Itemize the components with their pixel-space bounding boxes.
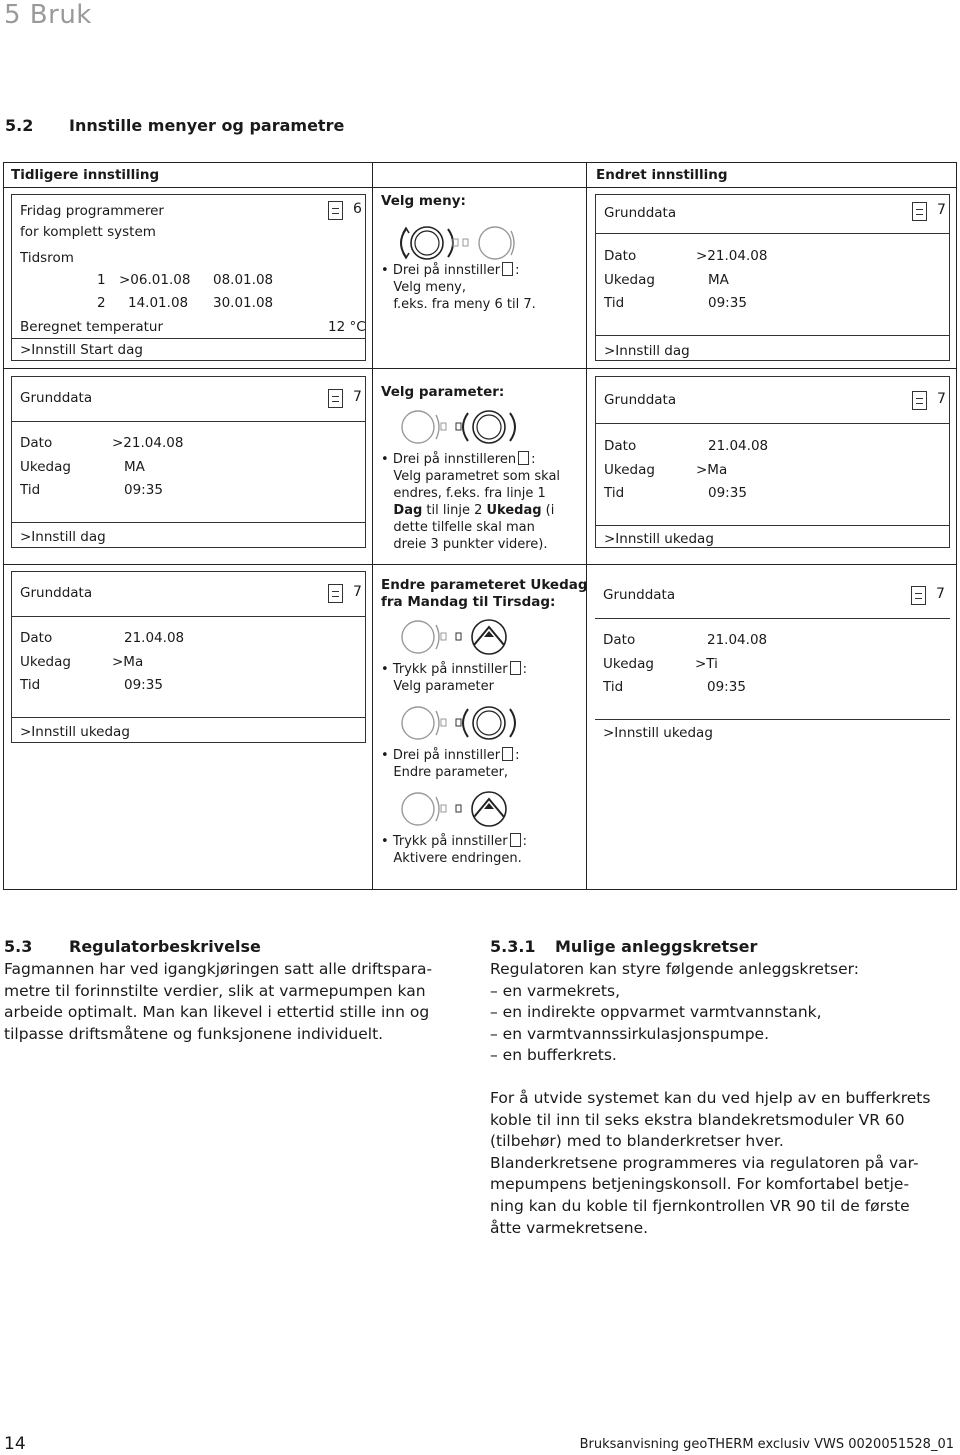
step-line-3: endres, f.eks. fra linje 1 bbox=[393, 486, 546, 501]
body-line: For å utvide systemet kan du ved hjelp av en bufferkrets bbox=[490, 1089, 931, 1107]
weekday-label: Ukedag bbox=[604, 272, 655, 288]
menu-number: 7 bbox=[353, 584, 362, 600]
display-footer: >Innstill ukedag bbox=[603, 725, 713, 741]
body-line: arbeide optimalt. Man kan likevel i ettertid stille inn og bbox=[4, 1003, 430, 1022]
menu-icon bbox=[911, 586, 926, 605]
time-label: Tid bbox=[20, 677, 41, 693]
weekday-value: >Ma bbox=[696, 462, 728, 478]
time-value: 09:35 bbox=[708, 295, 747, 311]
menu-number: 7 bbox=[353, 389, 362, 405]
bullet-rotate-text: Drei på innstiller bbox=[392, 748, 501, 763]
bullet-rotate-text: Drei på innstilleren bbox=[392, 452, 517, 467]
time-label: Tid bbox=[604, 485, 625, 501]
header-changed-setting: Endret innstilling bbox=[596, 167, 728, 183]
menu-icon bbox=[912, 202, 927, 221]
step-line-2: Velg parametret som skal bbox=[393, 469, 561, 484]
header-previous-setting: Tidligere innstilling bbox=[11, 167, 160, 183]
display-title-line2: for komplett system bbox=[20, 224, 156, 240]
menu-number: 7 bbox=[937, 391, 946, 407]
dial-rotate-menu-icon bbox=[396, 221, 516, 265]
bullet-colon: : bbox=[515, 748, 520, 763]
time-value: 09:35 bbox=[124, 482, 163, 498]
step-line-4-end: (i bbox=[541, 503, 555, 518]
display-footer: >Innstill dag bbox=[20, 529, 106, 545]
display-footer: >Innstill ukedag bbox=[20, 724, 130, 740]
date-label: Dato bbox=[604, 438, 637, 454]
step-press-select-text: • Trykk på innstiller : Velg parameter bbox=[381, 662, 527, 694]
weekday-value: >Ti bbox=[695, 656, 718, 672]
dial-rotate-parameter-icon bbox=[396, 405, 520, 449]
menu-number: 6 bbox=[353, 201, 362, 217]
period-2-from: 14.01.08 bbox=[128, 295, 189, 311]
parameter-dial-icon bbox=[518, 451, 529, 465]
display-title-line1: Fridag programmerer bbox=[20, 203, 164, 219]
time-label: Tid bbox=[20, 482, 41, 498]
section-number: 5.2 bbox=[5, 116, 34, 135]
weekday-label: Ukedag bbox=[20, 654, 71, 670]
time-value: 09:35 bbox=[707, 679, 746, 695]
display-holiday-programmer bbox=[11, 194, 366, 361]
weekday-value: MA bbox=[124, 459, 145, 475]
list-item: – en varmtvannssirkulasjonspumpe. bbox=[490, 1024, 770, 1043]
date-label: Dato bbox=[20, 630, 53, 646]
bullet-colon: : bbox=[515, 263, 520, 278]
section-5-3-number: 5.3 bbox=[4, 937, 33, 956]
dial-press-icon-1 bbox=[396, 615, 520, 659]
bullet-colon: : bbox=[531, 452, 536, 467]
bullet-press-text: Trykk på innstiller bbox=[392, 834, 508, 849]
date-value: 21.04.08 bbox=[707, 632, 768, 648]
menu-dial-icon bbox=[502, 262, 513, 276]
list-item: – en varmekrets, bbox=[490, 981, 620, 1000]
display-title: Grunddata bbox=[604, 392, 677, 408]
intro-line: Regulatoren kan styre følgende anleggskretser: bbox=[490, 960, 859, 978]
step-select-menu-title: Velg meny: bbox=[381, 193, 466, 209]
display-title: Grunddata bbox=[20, 390, 93, 406]
period-1-to: 08.01.08 bbox=[213, 272, 274, 288]
temperature-label: Beregnet temperatur bbox=[20, 319, 163, 335]
display-title: Grunddata bbox=[603, 587, 676, 603]
body-line: ning kan du koble til fjernkontrollen VR 90 til de første bbox=[490, 1196, 910, 1215]
body-line: metre til forinnstilte verdier, slik at varmepumpen kan bbox=[4, 981, 426, 1000]
section-5-3-1-number: 5.3.1 bbox=[490, 937, 536, 956]
step-change-parameter-title bbox=[381, 577, 588, 611]
dial-rotate-change-icon bbox=[396, 701, 520, 745]
weekday-label: Ukedag bbox=[20, 459, 71, 475]
period-index-2: 2 bbox=[97, 295, 106, 311]
step-line-2: Velg meny, bbox=[393, 280, 467, 295]
bullet-press-text: Trykk på innstiller bbox=[392, 662, 508, 677]
step-select-menu-text: • Drei på innstiller : Velg meny, f.eks. fra meny 6 til 7. bbox=[381, 263, 536, 312]
menu-number: 7 bbox=[936, 586, 945, 602]
body-line: mepumpens betjeningskonsoll. For komfortabel betje- bbox=[490, 1175, 910, 1194]
step-line-4-mid: til linje 2 bbox=[422, 503, 487, 518]
section-title: Innstille menyer og parametre bbox=[69, 116, 345, 135]
step-press-activate-text: • Trykk på innstiller : Aktivere endringen. bbox=[381, 834, 527, 866]
page-number: 14 bbox=[4, 1434, 26, 1454]
section-5-3-body bbox=[4, 959, 474, 1045]
section-5-3-title: Regulatorbeskrivelse bbox=[69, 937, 261, 956]
time-value: 09:35 bbox=[124, 677, 163, 693]
display-footer: >Innstill dag bbox=[604, 343, 690, 359]
bullet-colon: : bbox=[522, 834, 527, 849]
menu-icon bbox=[912, 391, 927, 410]
display-footer: >Innstill Start dag bbox=[20, 342, 143, 358]
menu-icon bbox=[328, 201, 343, 220]
step-select-parameter-title: Velg parameter: bbox=[381, 384, 505, 400]
list-item: – en bufferkrets. bbox=[490, 1046, 617, 1065]
weekday-label: Ukedag bbox=[603, 656, 654, 672]
parameter-dial-icon bbox=[502, 747, 513, 761]
menu-icon bbox=[328, 584, 343, 603]
time-label: Tid bbox=[603, 679, 624, 695]
menu-icon bbox=[328, 389, 343, 408]
display-basic-data-changed-1 bbox=[595, 194, 950, 361]
time-value: 09:35 bbox=[708, 485, 747, 501]
instruction-table bbox=[3, 162, 957, 890]
date-label: Dato bbox=[604, 248, 637, 264]
list-item: – en indirekte oppvarmet varmtvannstank, bbox=[490, 1003, 822, 1022]
title-line-2: fra Mandag til Tirsdag: bbox=[381, 594, 556, 610]
parameter-dial-icon bbox=[510, 833, 521, 847]
temperature-value: 12 °C bbox=[328, 319, 366, 335]
step-bold-weekday: Ukedag bbox=[486, 503, 542, 518]
body-line: Blanderkretsene programmeres via regulatoren på var- bbox=[490, 1153, 919, 1172]
step-line-2: Endre parameter, bbox=[393, 765, 509, 780]
title-line-1: Endre parameteret Ukedag bbox=[381, 577, 588, 593]
period-label: Tidsrom bbox=[20, 250, 74, 266]
date-label: Dato bbox=[20, 435, 53, 451]
section-5-3-1-paragraph bbox=[490, 1088, 958, 1239]
menu-number: 7 bbox=[937, 202, 946, 218]
body-line: koble til inn til seks ekstra blandekretsmoduler VR 60 bbox=[490, 1110, 905, 1129]
date-value: 21.04.08 bbox=[124, 630, 185, 646]
step-line-3: f.eks. fra meny 6 til 7. bbox=[393, 297, 536, 312]
date-value: >21.04.08 bbox=[696, 248, 768, 264]
weekday-value: MA bbox=[708, 272, 729, 288]
step-line-2: Aktivere endringen. bbox=[393, 851, 522, 866]
body-line: tilpasse driftsmåtene og funksjonene individuelt. bbox=[4, 1024, 384, 1043]
dial-press-icon-2 bbox=[396, 787, 520, 831]
chapter-heading: 5 Bruk bbox=[4, 0, 92, 30]
step-line-2: Velg parameter bbox=[393, 679, 494, 694]
display-basic-data-changed-3 bbox=[595, 571, 950, 743]
step-select-parameter-text: • Drei på innstilleren : Velg parametret som skal endres, f.eks. fra linje 1 Dag til linje 2 Ukedag (i dette tilfelle skal man dreie 3 punkter videre). bbox=[381, 452, 561, 552]
date-label: Dato bbox=[603, 632, 636, 648]
display-footer: >Innstill ukedag bbox=[604, 531, 714, 547]
weekday-label: Ukedag bbox=[604, 462, 655, 478]
weekday-value: >Ma bbox=[112, 654, 144, 670]
step-line-5: dette tilfelle skal man bbox=[393, 520, 535, 535]
display-basic-data-previous-2 bbox=[11, 376, 366, 548]
time-label: Tid bbox=[604, 295, 625, 311]
period-2-to: 30.01.08 bbox=[213, 295, 274, 311]
period-1-from: >06.01.08 bbox=[119, 272, 191, 288]
bullet-colon: : bbox=[522, 662, 527, 677]
section-5-3-1-body bbox=[490, 959, 958, 1067]
step-line-6: dreie 3 punkter videre). bbox=[393, 537, 548, 552]
display-title: Grunddata bbox=[604, 205, 677, 221]
display-title: Grunddata bbox=[20, 585, 93, 601]
display-basic-data-changed-2 bbox=[595, 376, 950, 548]
date-value: 21.04.08 bbox=[708, 438, 769, 454]
display-basic-data-previous-3 bbox=[11, 571, 366, 743]
step-rotate-change-text: • Drei på innstiller : Endre parameter, bbox=[381, 748, 520, 780]
section-5-3-1-title: Mulige anleggskretser bbox=[555, 937, 758, 956]
period-index-1: 1 bbox=[97, 272, 106, 288]
body-line: åtte varmekretsene. bbox=[490, 1218, 649, 1237]
document-reference: Bruksanvisning geoTHERM exclusiv VWS 0020051528_01 bbox=[579, 1437, 954, 1452]
parameter-dial-icon bbox=[510, 661, 521, 675]
body-line: (tilbehør) med to blanderkretser hver. bbox=[490, 1132, 784, 1151]
body-line: Fagmannen har ved igangkjøringen satt alle driftspara- bbox=[4, 960, 433, 978]
date-value: >21.04.08 bbox=[112, 435, 184, 451]
step-bold-day: Dag bbox=[393, 503, 423, 518]
bullet-rotate-text: Drei på innstiller bbox=[392, 263, 501, 278]
